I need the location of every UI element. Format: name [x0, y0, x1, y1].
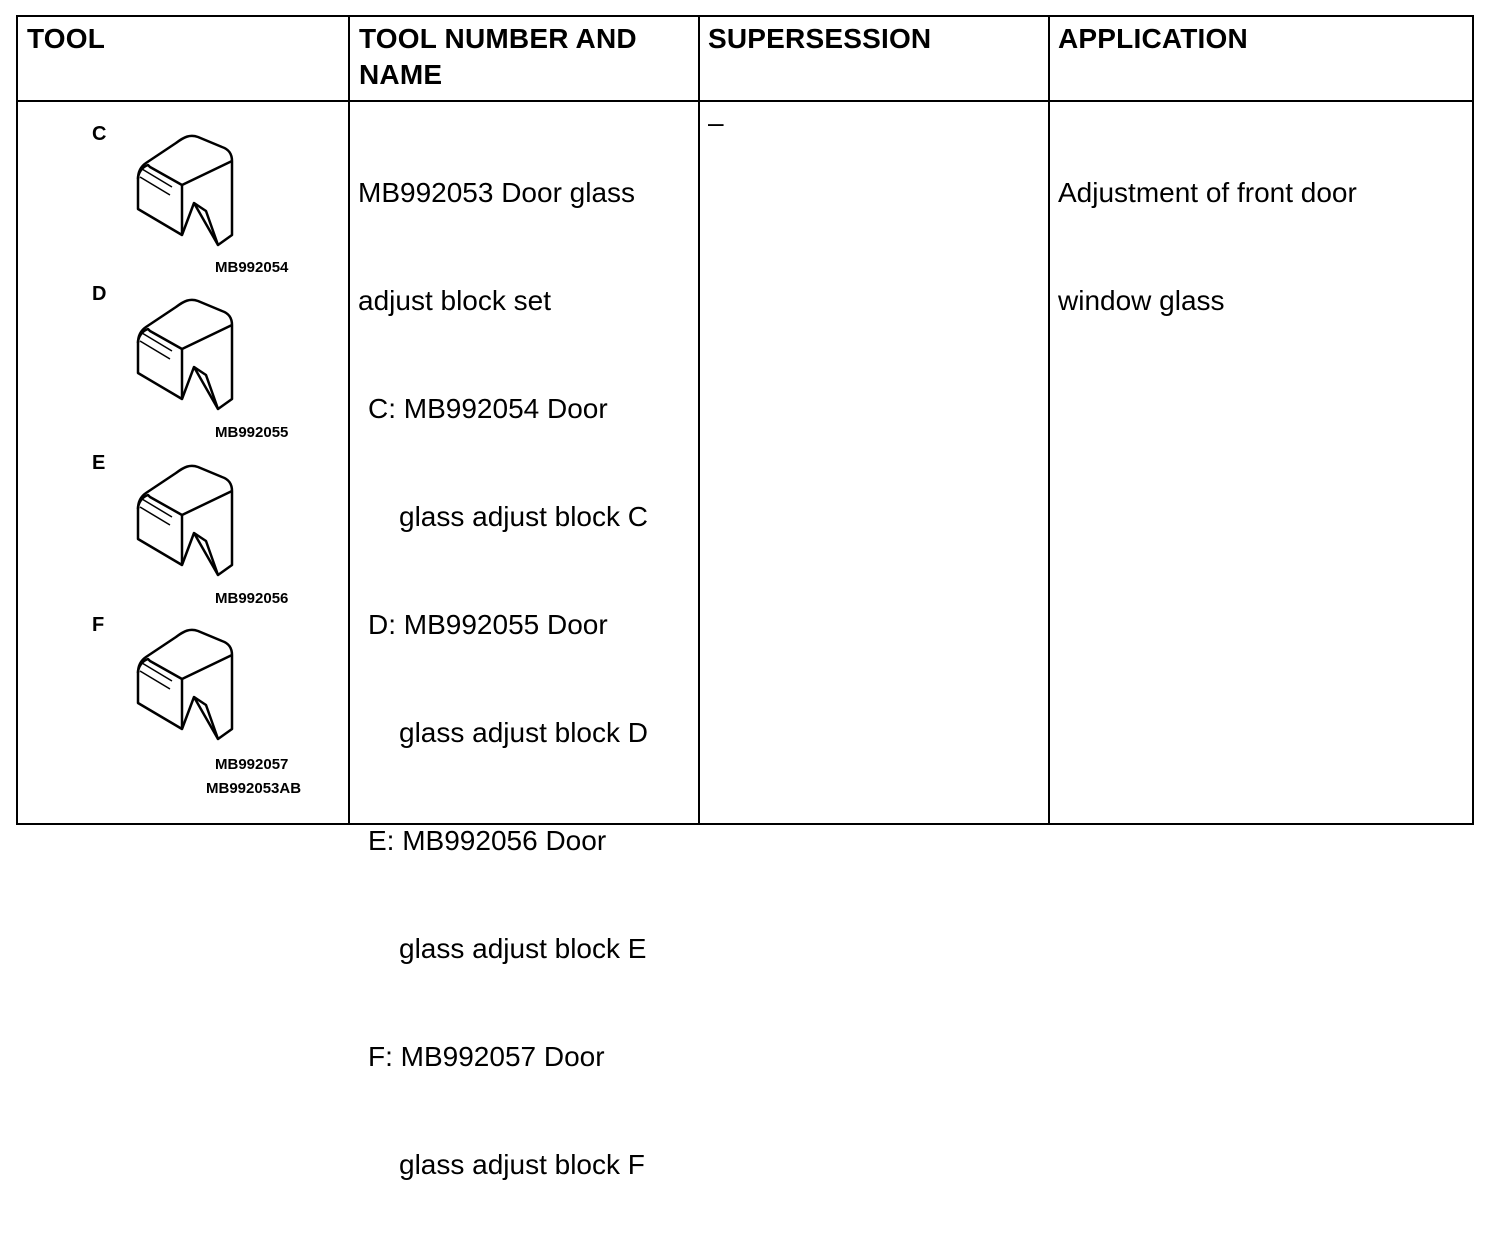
door-glass-adjust-block-icon: [132, 297, 236, 413]
tool-letter: F: [92, 614, 105, 636]
column-divider: [698, 17, 700, 825]
tool-number-and-name-cell: [358, 103, 648, 1255]
header-tool-number-and-name: [359, 21, 637, 93]
tool-part-number: MB992054: [215, 259, 289, 276]
tool-part-number: MB992057: [215, 756, 289, 773]
special-tool-table: [16, 15, 1474, 1180]
tool-part-number: MB992056: [215, 590, 289, 607]
tool-letter: D: [92, 283, 107, 305]
tool-item-f-line1: F: MB992057 Door: [368, 1041, 605, 1072]
tool-item-c-line1: C: MB992054 Door: [368, 393, 608, 424]
application-cell: [1058, 103, 1357, 391]
supersession-value: –: [708, 107, 724, 138]
tool-item-f-line2: glass adjust block F: [399, 1149, 645, 1180]
column-divider: [1048, 17, 1050, 825]
door-glass-adjust-block-icon: [132, 463, 236, 579]
tool-item-c-line2: glass adjust block C: [399, 501, 649, 532]
header-divider: [18, 100, 1474, 102]
tool-item-e-line1: E: MB992056 Door: [368, 825, 607, 856]
tool-item-d-line2: glass adjust block D: [399, 717, 649, 748]
tool-item-d-line1: D: MB992055 Door: [368, 609, 608, 640]
column-divider: [348, 17, 350, 825]
header-supersession: SUPERSESSION: [708, 23, 932, 54]
tool-letter: E: [92, 452, 106, 474]
tool-set-line2: adjust block set: [358, 285, 551, 316]
header-application: APPLICATION: [1058, 23, 1248, 54]
header-tool-number-line1: TOOL NUMBER AND: [359, 23, 637, 54]
door-glass-adjust-block-icon: [132, 133, 236, 249]
application-line1: Adjustment of front door: [1058, 177, 1357, 208]
tool-letter: C: [92, 123, 107, 145]
door-glass-adjust-block-icon: [132, 627, 236, 743]
header-tool-number-line2: NAME: [359, 59, 443, 90]
tool-item-e-line2: glass adjust block E: [399, 933, 647, 964]
header-tool: TOOL: [27, 23, 106, 54]
figure-id: MB992053AB: [206, 780, 302, 797]
application-line2: window glass: [1058, 285, 1225, 316]
tool-part-number: MB992055: [215, 424, 289, 441]
tool-set-line1: MB992053 Door glass: [358, 177, 636, 208]
